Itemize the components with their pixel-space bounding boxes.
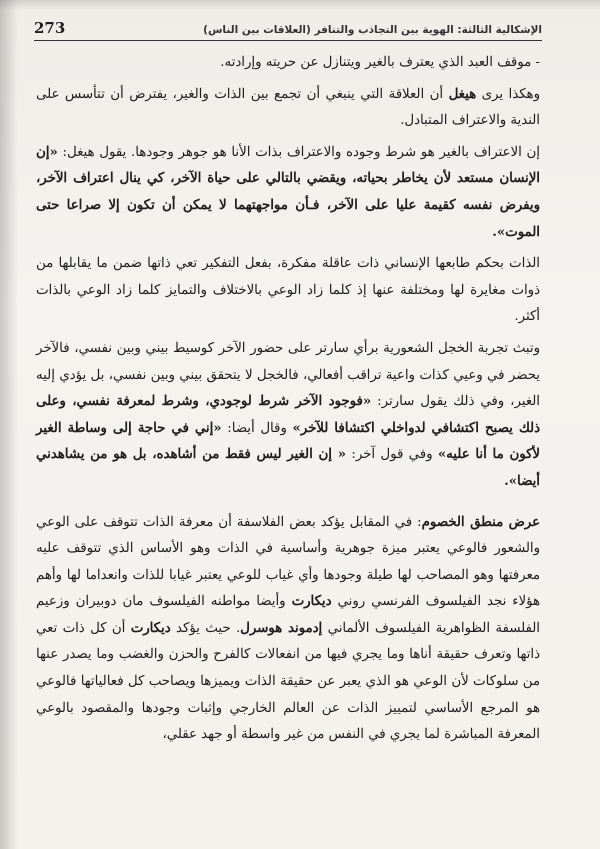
bold-text-segment: «إني في حاجة إلى وساطة الغير لأكون ما أنا عليه» (36, 420, 541, 463)
text-segment: أن العلاقة التي ينبغي أن تجمع بين الذات والغير، يفترض أن تتأسس على الندية والاعتراف المتبادل. (36, 86, 540, 129)
paragraph-6 (36, 510, 540, 749)
paragraph-5 (36, 336, 540, 496)
text-segment: . حيث يؤكد (170, 620, 241, 636)
page-top-shadow (0, 0, 600, 10)
bold-text-segment: ديكارت (291, 594, 332, 610)
page-gutter-shadow (0, 0, 18, 849)
text-segment: وفي قول آخر: (346, 447, 438, 463)
text-segment: : في المقابل يؤكد بعض الفلاسفة أن معرفة الذات تتوقف على الوعي والشعور فالوعي يعتبر ميزة جوهرية وأساسية في الذات وهو الأساس الذي تتوقف عليه معرفتها وهو المصاحب لها طيلة وجودها وأي غياب للوعي يعتبر غيابا للذات وانعداما لها وأهم هؤلاء نجد الفيلسوف الفرنسي روني (36, 514, 540, 610)
paragraph-3 (36, 140, 540, 246)
text-segment: وأيضا مواطنه الفيلسوف مان دوبيران وزعيم الفلسفة الظواهرية الفيلسوف الألماني (36, 594, 540, 636)
bold-text-segment: «إن الإنسان مستعد لأن يخاطر بحياته، ويقضي بالتالي على حياة الآخر، كي ينال اعتراف الآخر، ويفرض نفسه كقيمة عليا على الآخر، فـأن مواجهتهما لا يمكن أن تكون إلا صراعا حتى الموت». (36, 144, 540, 240)
page-header (34, 14, 542, 41)
paragraph-1 (36, 50, 540, 77)
paragraph-4 (36, 251, 540, 331)
bold-text-segment: ديكارت (130, 620, 171, 636)
text-segment: أن كل ذات تعي ذاتها وتعرف حقيقة أناها وما يجري فيها من انفعالات كالفرح والحزن والغضب وما يصدر عنها من سلوكات لأن الوعي هو الذي يعبر عن حقيقة الذات ويميزها ويصاحب كل فعالياتها فالوعي هو المرجع الأساسي لتمييز الذات عن العالم الخارجي وإثبات وجودها والمقصود بالوعي المعرفة المباشرة لما يجري في النفس من غير واسطة أو جهد عقلي، (36, 620, 540, 743)
text-segment: - موقف العبد الذي يعترف بالغير ويتنازل عن حريته وإرادته. (220, 55, 540, 70)
bold-text-segment: «فوجود الآخر شرط لوجودي، وشرط لمعرفة نفسي، وعلى ذلك يصبح اكتشافي لدواخلي اكتشافا للآخر» (36, 394, 540, 436)
text-segment: وتبث تجربة الخجل الشعورية برأي سارتر على حضور الآخر كوسيط بيني وبين نفسي، فالآخر يحضر في وعيي كذات واعية تراقب أفعالي، فالخجل لا يتحقق بيني وبين نفسي، بل يؤدي إليه الغير، وفي ذلك يقول سارتر: (36, 340, 540, 410)
bold-text-segment: إدموند هوسرل (240, 620, 323, 636)
text-segment: وقال أيضا: (221, 420, 293, 436)
text-segment: إن الاعتراف بالغير هو شرط وجوده والاعتراف بذات الأنا هو جوهر وجودها. يقول هيغل: (57, 144, 540, 160)
running-head: الإشكالية الثالثة: الهوية بين التجاذب والتنافر (العلاقات بين الناس) (203, 24, 542, 36)
bold-text-segment: عرض منطق الخصوم (421, 514, 541, 530)
paragraph-2 (36, 82, 540, 135)
bold-text-segment: « إن الغير ليس فقط من أشاهده، بل هو من يشاهدني أيضا». (36, 447, 540, 489)
page-number: 273 (34, 19, 66, 37)
text-segment: وهكذا يرى (476, 86, 540, 102)
body-text (36, 50, 540, 754)
text-segment: الذات بحكم طابعها الإنساني ذات عاقلة مفكرة، بفعل التفكير تعي ذاتها ضمن ما يقابلها من ذوات مغايرة لها ومختلفة عنها إذ كلما زاد الوعي بالاختلاف والتمايز كلما زاد الوعي بالذات أكثر. (36, 256, 540, 325)
bold-text-segment: هيغل (448, 86, 477, 102)
